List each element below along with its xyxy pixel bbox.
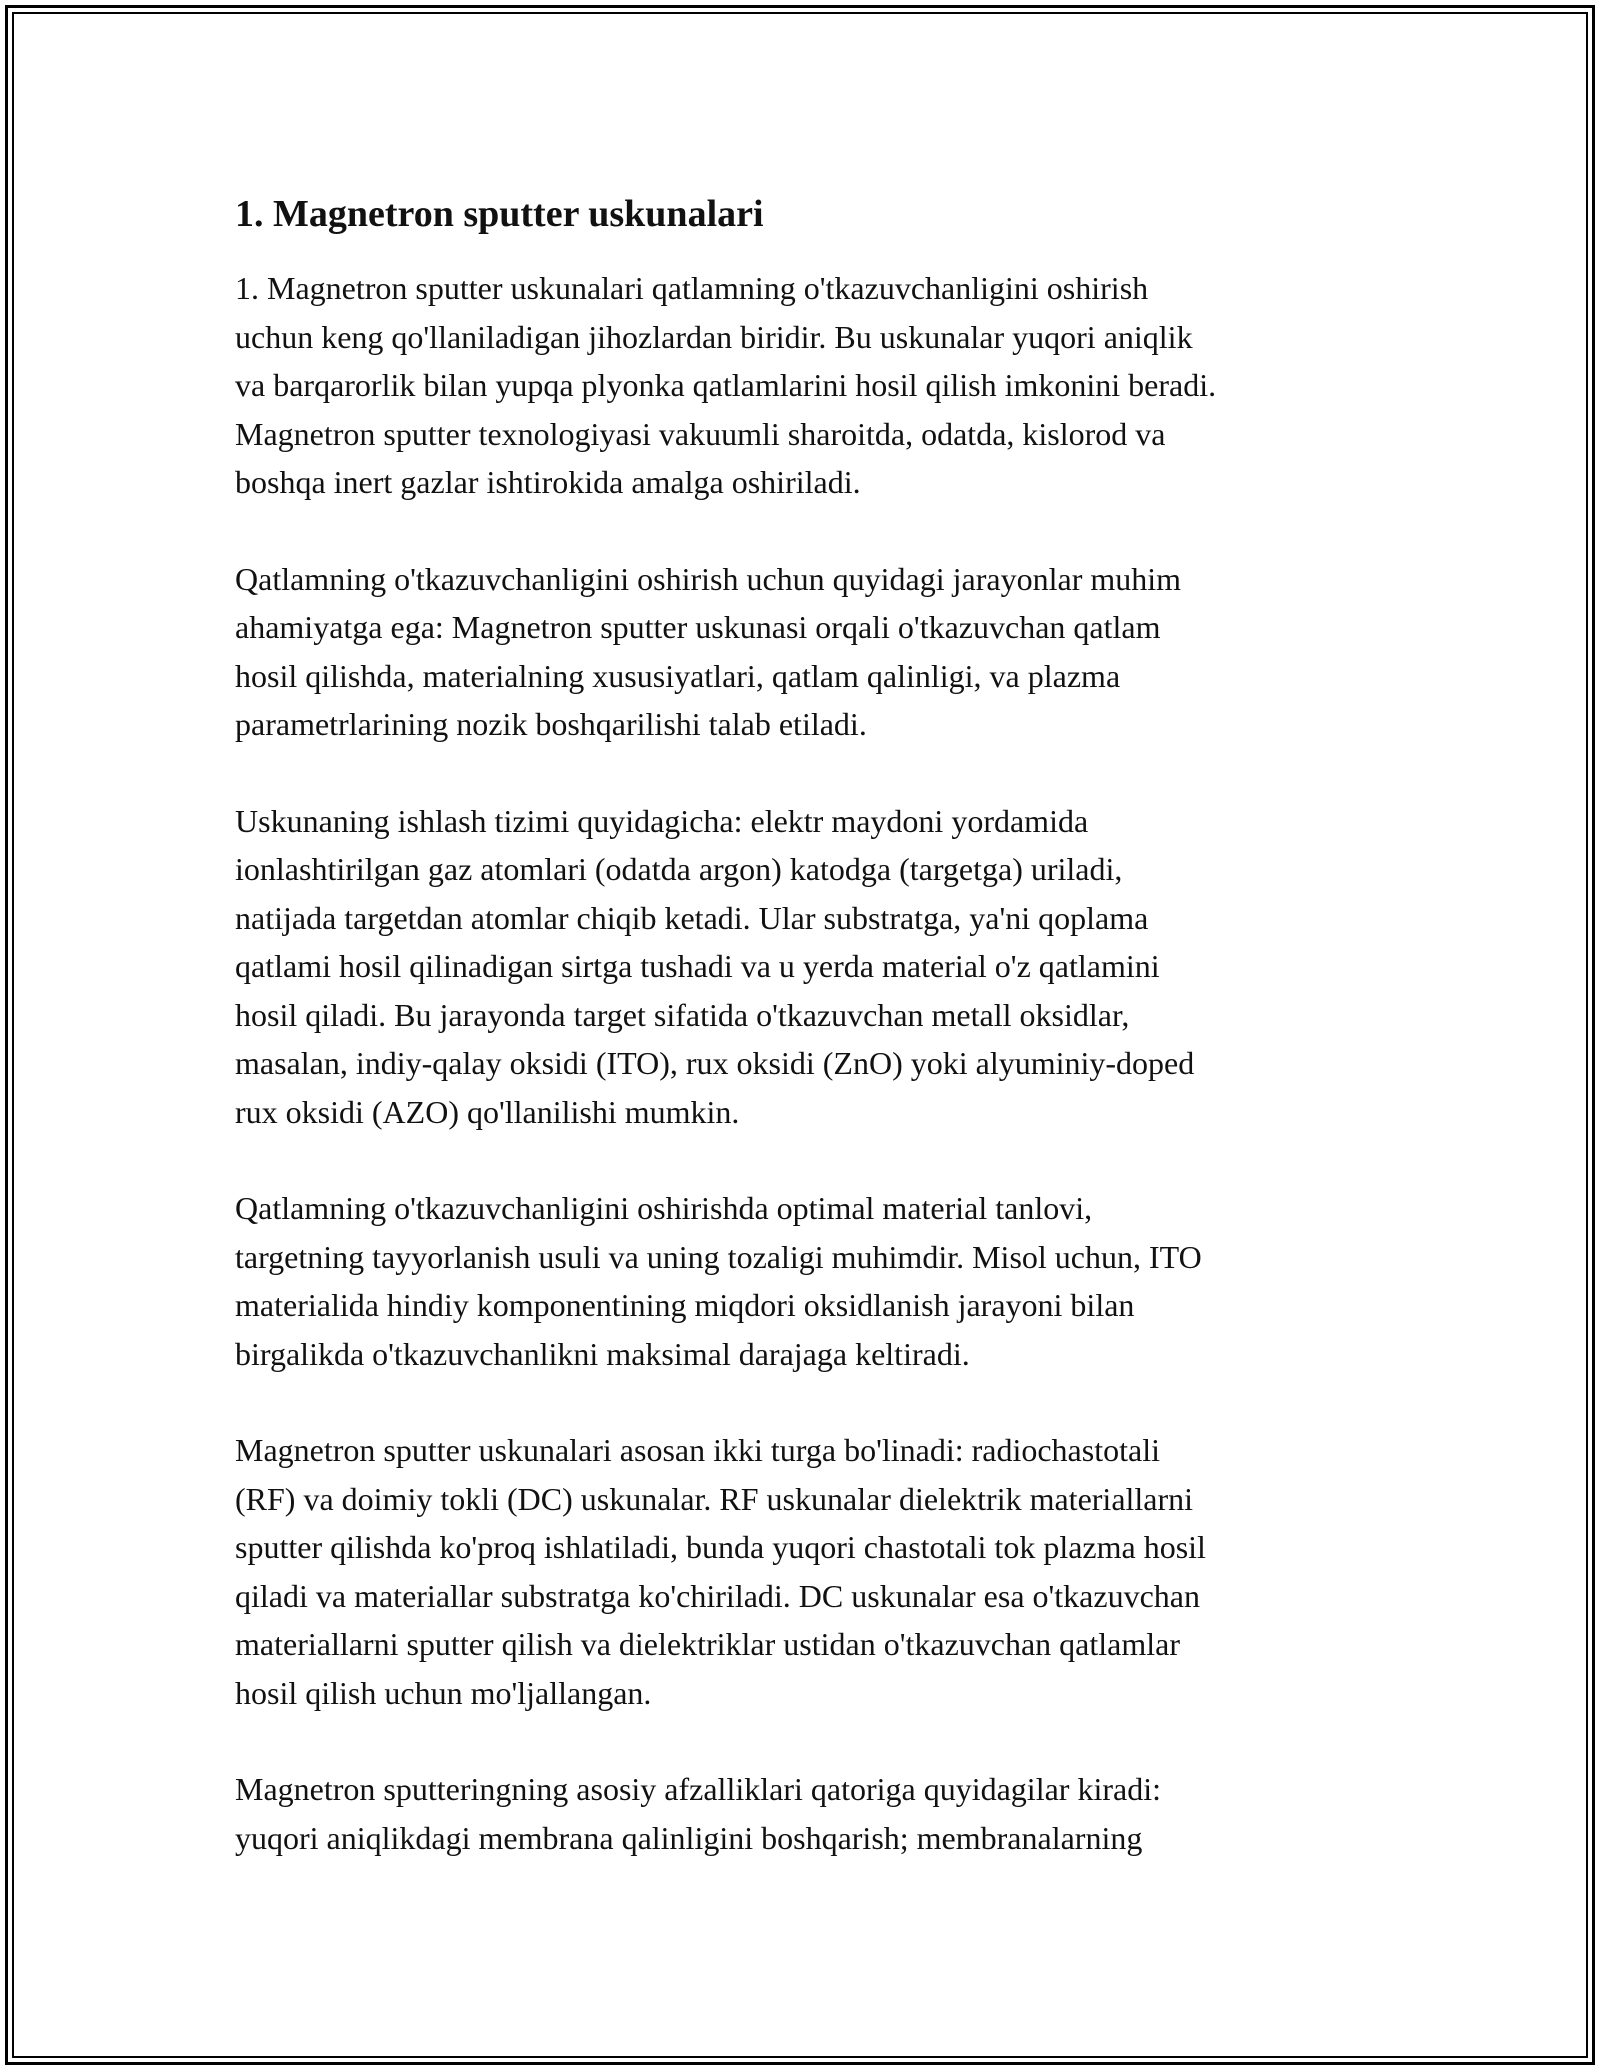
paragraph-intro: 1. Magnetron sputter uskunalari qatlamning o'tkazuvchanligini oshirish uchun keng qo'llaniladigan jihozlardan biridir. Bu uskunalar yuqori aniqlik va barqarorlik bilan yupqa plyonka qatlamlarini hosil qilish imkonini beradi. Magnetron sputter texnologiyasi vakuumli sharoitda, odatda, kislorod va boshqa inert gazlar ishtirokida amalga oshiriladi. <box>235 270 1217 500</box>
document-body <box>235 188 1365 1910</box>
paragraph-processes: Qatlamning o'tkazuvchanligini oshirish uchun quyidagi jarayonlar muhim ahamiyatga ega: Magnetron sputter uskunasi orqali o'tkazuvchan qatlam hosil qilishda, materialning xususiyatlari, qatlam qalinligi, va plazma parametrlarining nozik boshqarilishi talab etiladi. <box>235 560 1182 742</box>
paragraph-material-selection: Qatlamning o'tkazuvchanligini oshirishda optimal material tanlovi, targetning tayyorlanish usuli va uning tozaligi muhimdir. Misol uchun, ITO materialida hindiy komponentining miqdori oksidlanish jarayoni bilan birgalikda o'tkazuvchanlikni maksimal darajaga keltiradi. <box>235 1190 1202 1372</box>
section-heading: 1. Magnetron sputter uskunalari <box>235 193 764 235</box>
paragraph-advantages: Magnetron sputteringning asosiy afzalliklari qatoriga quyidagilar kiradi: yuqori aniqlikdagi membrana qalinligini boshqarish; membranalarning <box>235 1771 1161 1856</box>
paragraph-working-system: Uskunaning ishlash tizimi quyidagicha: elektr maydoni yordamida ionlashtirilgan gaz atomlari (odatda argon) katodga (targetga) uriladi, natijada targetdan atomlar chiqib ketadi. Ular substratga, ya'ni qoplama qatlami hosil qilinadigan sirtga tushadi va u yerda material o'z qatlamini hosil qiladi. Bu jarayonda target sifatida o'tkazuvchan metall oksidlar, masalan, indiy-qalay oksidi (ITO), rux oksidi (ZnO) yoki alyuminiy-doped rux oksidi (AZO) qo'llanilishi mumkin. <box>235 802 1195 1130</box>
paragraph-equipment-types: Magnetron sputter uskunalari asosan ikki turga bo'linadi: radiochastotali (RF) va doimiy tokli (DC) uskunalar. RF uskunalar dielektrik materiallarni sputter qilishda ko'proq ishlatiladi, bunda yuqori chastotali tok plazma hosil qiladi va materiallar substratga ko'chiriladi. DC uskunalar esa o'tkazuvchan materiallarni sputter qilish va dielektriklar ustidan o'tkazuvchan qatlamlar hosil qilish uchun mo'ljallangan. <box>235 1432 1206 1711</box>
